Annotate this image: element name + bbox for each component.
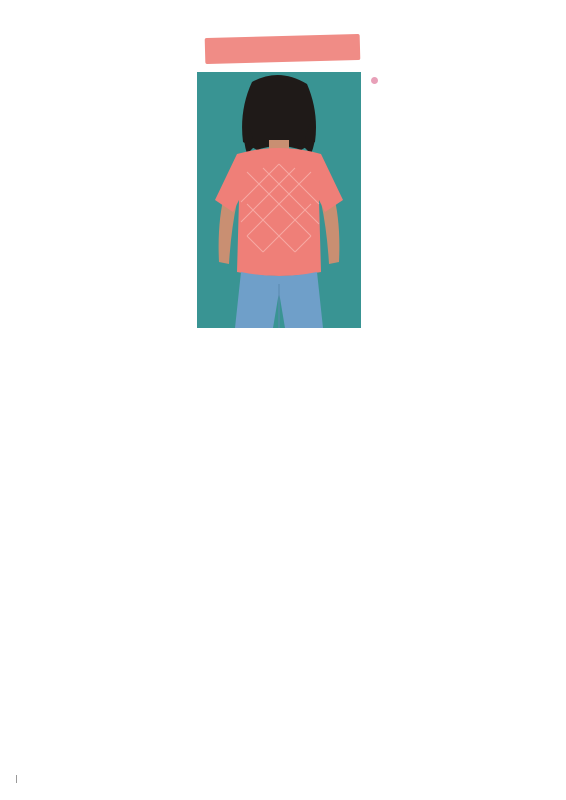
decorative-left-stripe bbox=[0, 7, 7, 784]
column-3 bbox=[369, 72, 539, 86]
section-tab bbox=[205, 34, 361, 64]
column-1 bbox=[26, 72, 188, 80]
end-mark-icon bbox=[371, 77, 378, 84]
paragraph bbox=[369, 76, 539, 86]
column-2 bbox=[197, 334, 362, 340]
garment-photo bbox=[197, 72, 361, 328]
page-footer bbox=[12, 774, 312, 783]
decorative-top-stripe bbox=[0, 0, 566, 7]
